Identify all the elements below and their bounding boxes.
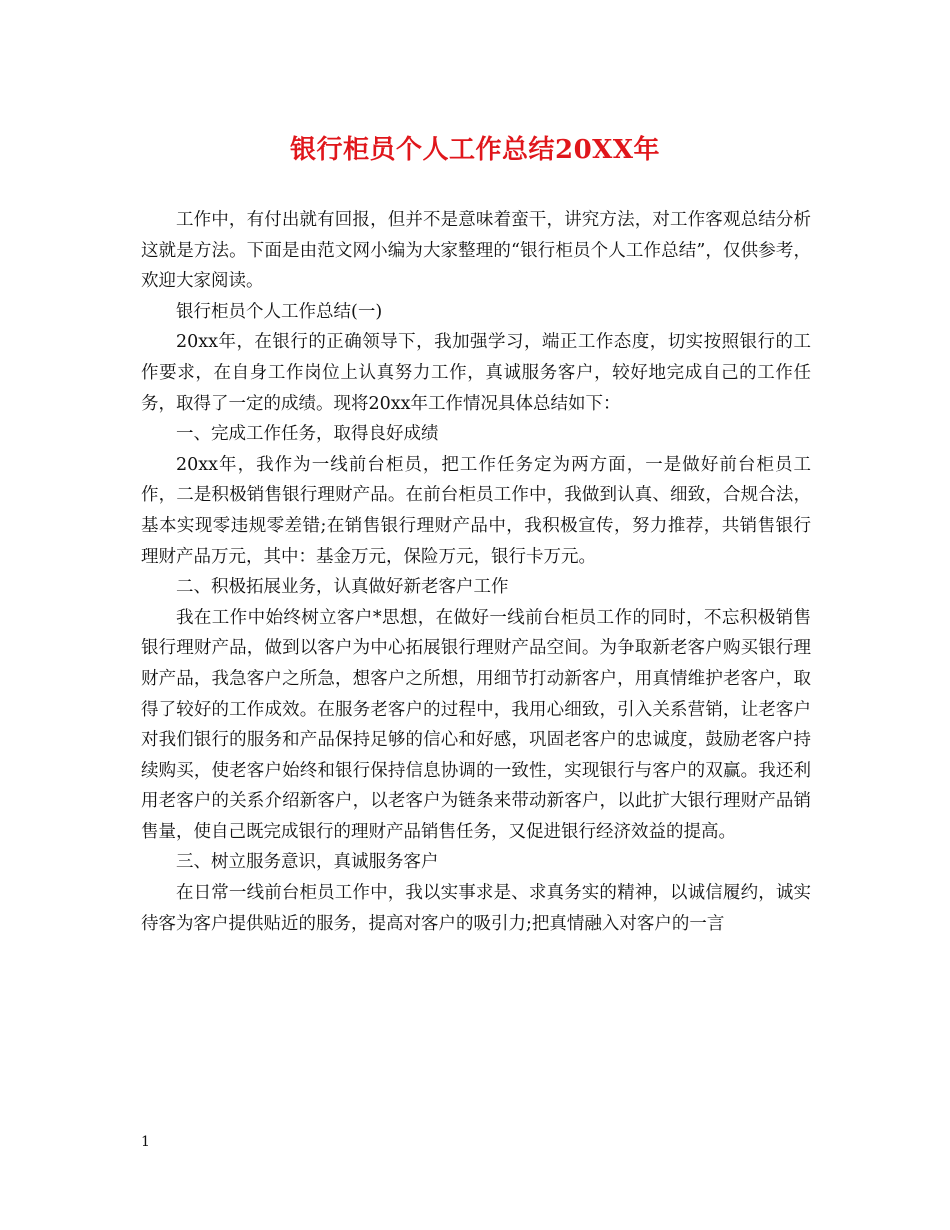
section-heading: 二、积极拓展业务，认真做好新老客户工作 [176,577,509,598]
document-title: 银行柜员个人工作总结20XX年 [289,135,661,165]
body-paragraph: 20xx年，我作为一线前台柜员，把工作任务定为两方面，一是做好前台柜员工作，二是积极销售银行理财产品。在前台柜员工作中，我做到认真、细致，合规合法，基本实现零违规零差错;在销售银行理财产品中，我积极宣传，努力推荐，共销售银行理财产品万元，其中：基金万元，保险万元，银行卡万元。 [141,454,811,567]
section-heading: 三、树立服务意识，真诚服务客户 [176,852,439,873]
section-heading: 一、完成工作任务，取得良好成绩 [176,424,439,445]
document-body [141,205,811,939]
body-paragraph: 在日常一线前台柜员工作中，我以实事求是、求真务实的精神，以诚信履约，诚实待客为客户提供贴近的服务，提高对客户的吸引力;把真情融入对客户的一言 [141,883,811,934]
body-paragraph: 我在工作中始终树立客户*思想，在做好一线前台柜员工作的同时，不忘积极销售银行理财产品，做到以客户为中心拓展银行理财产品空间。为争取新老客户购买银行理财产品，我急客户之所急，想客户之所想，用细节打动新客户，用真情维护老客户，取得了较好的工作成效。在服务老客户的过程中，我用心细致，引入关系营销，让老客户对我们银行的服务和产品保持足够的信心和好感，巩固老客户的忠诚度，鼓励老客户持续购买，使老客户始终和银行保持信息协调的一致性，实现银行与客户的双赢。我还利用老客户的关系介绍新客户，以老客户为链条来带动新客户，以此扩大银行理财产品销售量，使自己既完成银行的理财产品销售任务，又促进银行经济效益的提高。 [141,607,811,842]
page-number: 1 [141,1134,150,1150]
body-paragraph: 20xx年，在银行的正确领导下，我加强学习，端正工作态度，切实按照银行的工作要求，在自身工作岗位上认真努力工作，真诚服务客户，较好地完成自己的工作任务，取得了一定的成绩。现将20xx年工作情况具体总结如下： [141,332,811,414]
section-heading: 银行柜员个人工作总结(一) [176,301,383,322]
intro-paragraph: 工作中，有付出就有回报，但并不是意味着蛮干，讲究方法，对工作客观总结分析这就是方法。下面是由范文网小编为大家整理的“银行柜员个人工作总结”，仅供参考，欢迎大家阅读。 [141,210,811,292]
